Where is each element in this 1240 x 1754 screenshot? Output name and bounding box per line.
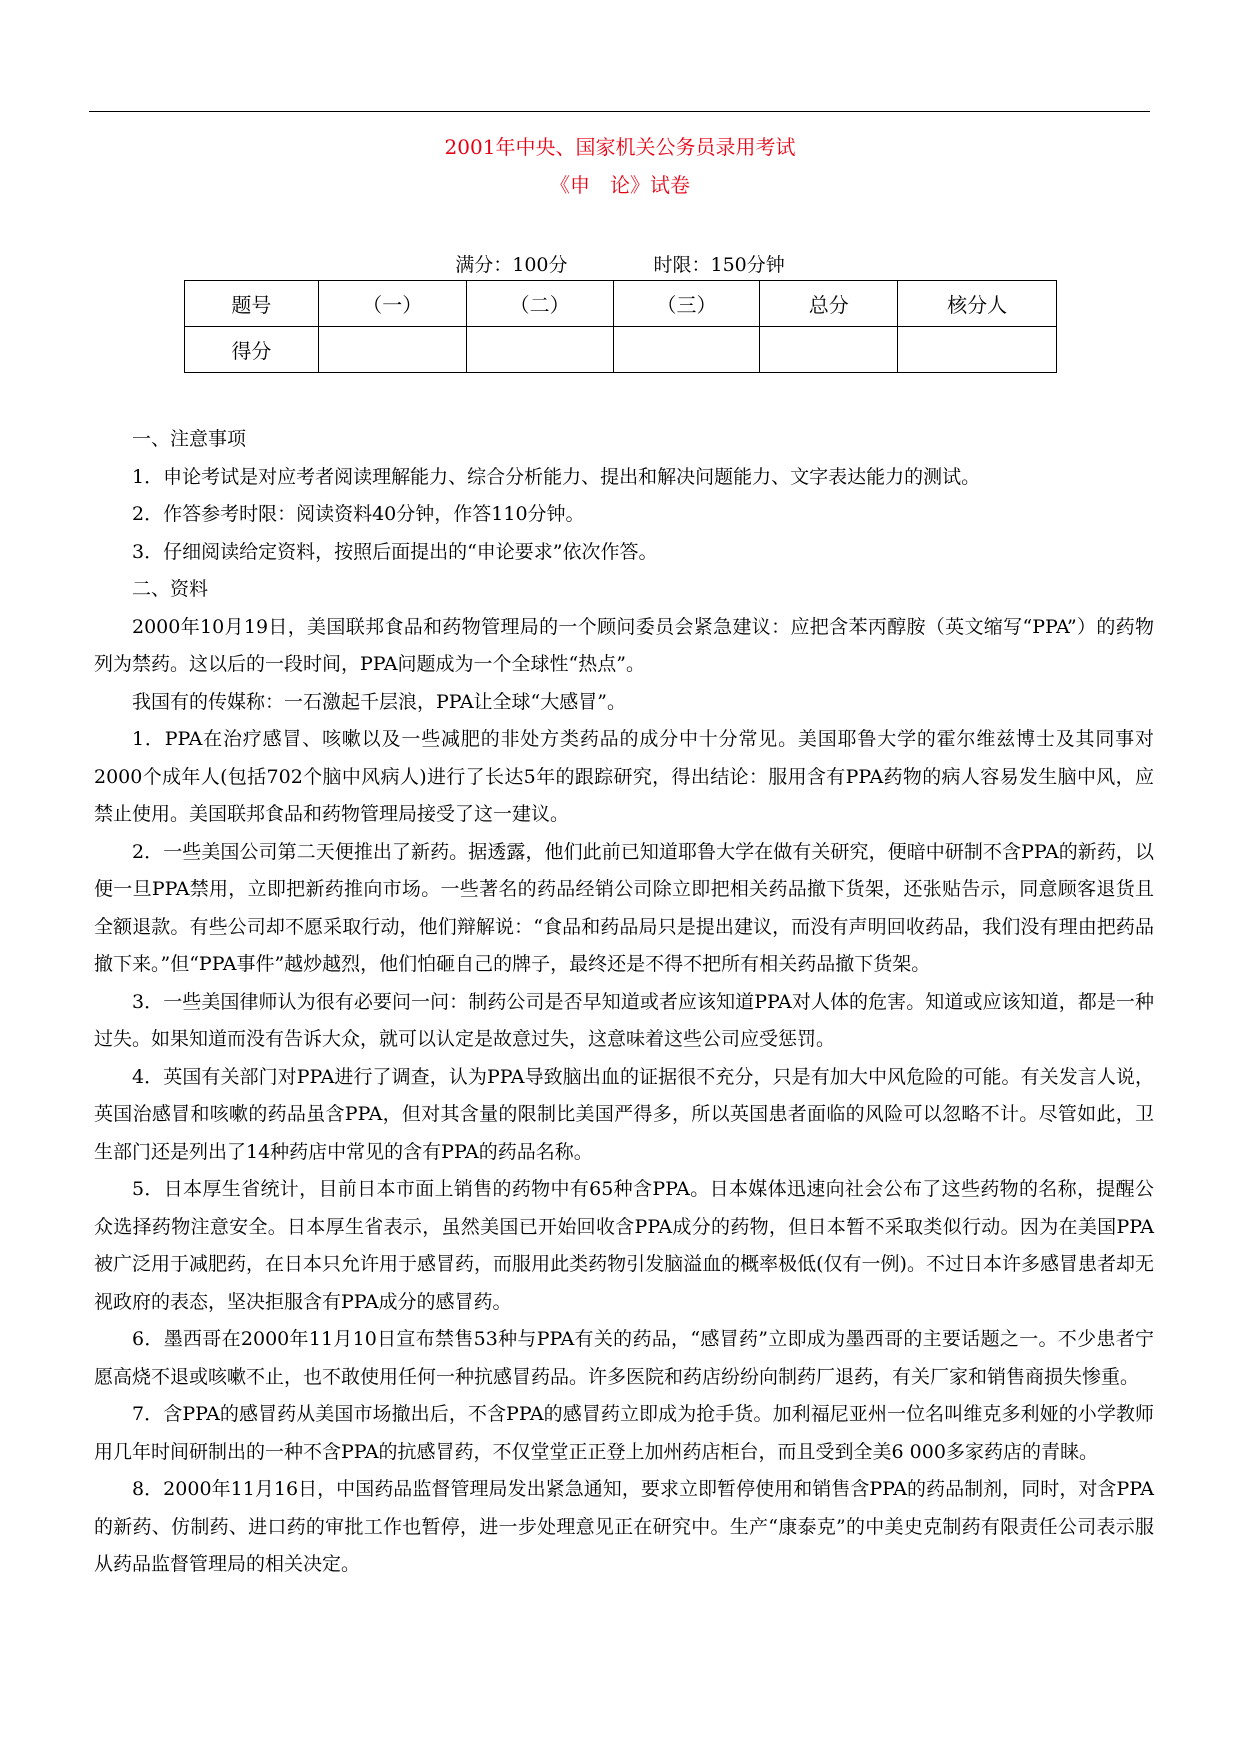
material-paragraph: 8．2000年11月16日，中国药品监督管理局发出紧急通知，要求立即暂停使用和销售含PPA的药品制剂，同时，对含PPA的新药、仿制药、进口药的审批工作也暂停，进一步处理意见正在研究中。生产“康泰克”的中美史克制药有限责任公司表示服从药品监督管理局的相关决定。 (94, 1478, 1154, 1575)
header-cell-question-no: 题号 (185, 281, 319, 327)
notes-item-3: 3．仔细阅读给定资料，按照后面提出的“申论要求”依次作答。 (132, 540, 658, 563)
material-paragraph: 我国有的传媒称：一石激起千层浪，PPA让全球“大感冒”。 (132, 690, 626, 713)
material-paragraph: 6．墨西哥在2000年11月10日宣布禁售53种与PPA有关的药品，“感冒药”立即成为墨西哥的主要话题之一。不少患者宁愿高烧不退或咳嗽不止，也不敢使用任何一种抗感冒药品。许多医院和药店纷纷向制药厂退药，有关厂家和销售商损失惨重。 (94, 1328, 1154, 1388)
score-cell-checker (898, 327, 1057, 373)
header-cell-part-2: （二） (466, 281, 613, 327)
header-cell-total: 总分 (760, 281, 898, 327)
material-paragraph: 7．含PPA的感冒药从美国市场撤出后，不含PPA的感冒药立即成为抢手货。加利福尼亚州一位名叫维克多利娅的小学教师用几年时间研制出的一种不含PPA的抗感冒药，不仅堂堂正正登上加州药店柜台，而且受到全美6 000多家药店的青睐。 (94, 1403, 1154, 1463)
notes-heading: 一、注意事项 (132, 428, 247, 450)
material-paragraph: 1．PPA在治疗感冒、咳嗽以及一些减肥的非处方类药品的成分中十分常见。美国耶鲁大学的霍尔维兹博士及其同事对2000个成年人(包括702个脑中风病人)进行了长达5年的跟踪研究，得出结论：服用含有PPA药物的病人容易发生脑中风，应禁止使用。美国联邦食品和药物管理局接受了这一建议。 (94, 728, 1154, 825)
score-table-score-row (185, 327, 1057, 373)
material-paragraph: 2．一些美国公司第二天便推出了新药。据透露，他们此前已知道耶鲁大学在做有关研究，便暗中研制不含PPA的新药，以便一旦PPA禁用，立即把新药推向市场。一些著名的药品经销公司除立即把相关药品撤下货架，还张贴告示，同意顾客退货且全额退款。有些公司却不愿采取行动，他们辩解说：“食品和药品局只是提出建议，而没有声明回收药品，我们没有理由把药品撤下来。”但“PPA事件”越炒越烈，他们怕砸自己的牌子，最终还是不得不把所有相关药品撤下货架。 (94, 840, 1154, 975)
exam-content (94, 421, 1154, 1584)
top-rule (89, 111, 1150, 112)
time-limit: 时限：150分钟 (653, 254, 785, 276)
score-cell-part-1 (318, 327, 466, 373)
paper-title: 《申 论》试卷 (550, 173, 690, 197)
header-cell-part-1: （一） (318, 281, 466, 327)
material-paragraph: 2000年10月19日，美国联邦食品和药物管理局的一个顾问委员会紧急建议：应把含苯丙醇胺（英文缩写“PPA”）的药物列为禁药。这以后的一段时间，PPA问题成为一个全球性“热点”。 (94, 615, 1154, 675)
score-table-header-row (185, 281, 1057, 327)
header-cell-part-3: （三） (613, 281, 760, 327)
material-paragraph: 5．日本厚生省统计，目前日本市面上销售的药物中有65种含PPA。日本媒体迅速向社会公布了这些药物的名称，提醒公众选择药物注意安全。日本厚生省表示，虽然美国已开始回收含PPA成分的药物，但日本暂不采取类似行动。因为在美国PPA被广泛用于减肥药，在日本只允许用于感冒药，而服用此类药物引发脑溢血的概率极低(仅有一例)。不过日本许多感冒患者却无视政府的表态，坚决拒服含有PPA成分的感冒药。 (94, 1178, 1154, 1313)
score-row-label: 得分 (185, 327, 319, 373)
full-score: 满分：100分 (455, 254, 568, 276)
score-cell-part-3 (613, 327, 760, 373)
exam-meta (0, 252, 1240, 278)
exam-title: 2001年中央、国家机关公务员录用考试 (444, 135, 796, 159)
material-paragraph: 3．一些美国律师认为很有必要问一问：制药公司是否早知道或者应该知道PPA对人体的危害。知道或应该知道，都是一种过失。如果知道而没有告诉大众，就可以认定是故意过失，这意味着这些公司应受惩罚。 (94, 990, 1154, 1050)
material-heading: 二、资料 (132, 578, 209, 600)
score-cell-part-2 (466, 327, 613, 373)
score-table (184, 280, 1057, 373)
score-cell-total (760, 327, 898, 373)
material-paragraph: 4．英国有关部门对PPA进行了调查，认为PPA导致脑出血的证据很不充分，只是有加大中风危险的可能。有关发言人说，英国治感冒和咳嗽的药品虽含PPA，但对其含量的限制比美国严得多，所以英国患者面临的风险可以忽略不计。尽管如此，卫生部门还是列出了14种药店中常见的含有PPA的药品名称。 (94, 1065, 1154, 1163)
header-cell-checker: 核分人 (898, 281, 1057, 327)
notes-item-2: 2．作答参考时限：阅读资料40分钟，作答110分钟。 (132, 503, 585, 525)
notes-item-1: 1．申论考试是对应考者阅读理解能力、综合分析能力、提出和解决问题能力、文字表达能力的测试。 (132, 465, 981, 488)
